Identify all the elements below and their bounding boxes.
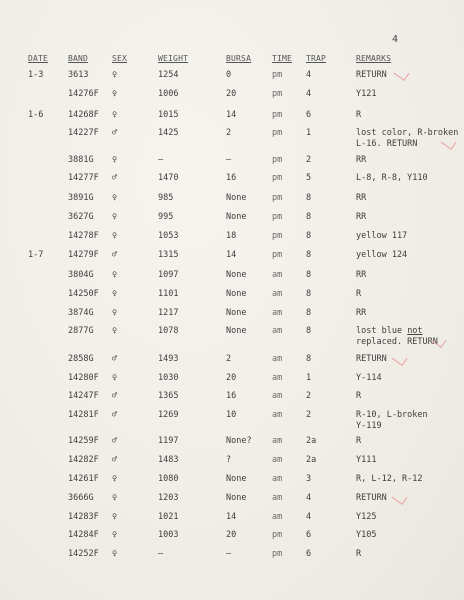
- table-row: [0, 110, 464, 128]
- cell-sex: ♂: [112, 128, 118, 138]
- cell-sex: ♀: [112, 270, 118, 280]
- cell-remarks: R: [356, 436, 362, 446]
- cell-bursa: 16: [226, 391, 237, 401]
- cell-remarks: RR: [356, 193, 367, 203]
- cell-sex: ♀: [112, 326, 118, 336]
- table-row: [0, 212, 464, 230]
- cell-sex: ♀: [112, 308, 118, 318]
- cell-sex: ♀: [112, 474, 118, 484]
- remarks-text-pre: lost blue: [356, 326, 408, 336]
- cell-trap: 3: [306, 474, 312, 484]
- cell-trap: 4: [306, 493, 312, 503]
- cell-remarks: Y125: [356, 512, 377, 522]
- cell-bursa: 10: [226, 410, 237, 420]
- cell-band: 3613: [68, 70, 89, 80]
- table-row: [0, 354, 464, 372]
- cell-weight: 1254: [158, 70, 179, 80]
- cell-band: 14276F: [68, 89, 99, 99]
- cell-bursa: None: [226, 474, 247, 484]
- cell-band: 14259F: [68, 436, 99, 446]
- cell-sex: ♀: [112, 512, 118, 522]
- cell-bursa: None: [226, 270, 247, 280]
- cell-weight: 1483: [158, 455, 179, 465]
- page-number: 4: [391, 34, 398, 45]
- cell-weight: 1197: [158, 436, 179, 446]
- table-row: [0, 289, 464, 307]
- cell-trap: 6: [306, 110, 312, 120]
- cell-time: pm: [272, 250, 283, 260]
- cell-trap: 1: [306, 373, 312, 383]
- cell-time: pm: [272, 212, 283, 222]
- cell-remarks: yellow 124: [356, 250, 408, 260]
- cell-time: am: [272, 308, 283, 318]
- cell-weight: 1080: [158, 474, 179, 484]
- cell-sex: ♀: [112, 155, 118, 165]
- header-bursa: BURSA: [226, 54, 252, 63]
- cell-weight: 1030: [158, 373, 179, 383]
- table-row: [0, 89, 464, 107]
- table-row: [0, 270, 464, 288]
- cell-remarks: lost color, R-broken L-16. RETURN: [356, 128, 459, 149]
- cell-bursa: None: [226, 493, 247, 503]
- cell-trap: 8: [306, 231, 312, 241]
- cell-weight: –: [158, 155, 164, 165]
- cell-time: pm: [272, 70, 283, 80]
- cell-trap: 2: [306, 410, 312, 420]
- cell-bursa: –: [226, 549, 232, 559]
- cell-remarks: RR: [356, 308, 367, 318]
- cell-trap: 5: [306, 173, 312, 183]
- cell-bursa: 14: [226, 250, 237, 260]
- cell-weight: 1078: [158, 326, 179, 336]
- table-row: [0, 173, 464, 191]
- cell-sex: ♀: [112, 549, 118, 559]
- table-row: [0, 549, 464, 567]
- header-remarks: REMARKS: [356, 54, 392, 63]
- cell-trap: 4: [306, 70, 312, 80]
- cell-bursa: 16: [226, 173, 237, 183]
- cell-remarks: Y-114: [356, 373, 382, 383]
- cell-sex: ♀: [112, 530, 118, 540]
- table-row: [0, 155, 464, 173]
- cell-sex: ♀: [112, 289, 118, 299]
- header-band: BAND: [68, 54, 89, 63]
- cell-bursa: None: [226, 326, 247, 336]
- cell-remarks: R: [356, 549, 362, 559]
- cell-time: am: [272, 326, 283, 336]
- cell-time: am: [272, 391, 283, 401]
- cell-trap: 8: [306, 308, 312, 318]
- cell-band: 3804G: [68, 270, 94, 280]
- table-row: [0, 530, 464, 548]
- cell-trap: 8: [306, 354, 312, 364]
- cell-band: 2877G: [68, 326, 94, 336]
- table-row: [0, 410, 464, 431]
- cell-bursa: 2: [226, 354, 232, 364]
- header-weight: WEIGHT: [158, 54, 189, 63]
- cell-sex: ♀: [112, 110, 118, 120]
- cell-weight: 1021: [158, 512, 179, 522]
- cell-trap: 2a: [306, 436, 317, 446]
- cell-remarks: [356, 326, 464, 348]
- cell-remarks: R, L-12, R-12: [356, 474, 423, 484]
- cell-trap: 6: [306, 549, 312, 559]
- cell-trap: 8: [306, 270, 312, 280]
- cell-remarks: RETURN: [356, 70, 387, 80]
- table-row: [0, 512, 464, 530]
- cell-weight: 1006: [158, 89, 179, 99]
- cell-band: 3874G: [68, 308, 94, 318]
- cell-remarks: R: [356, 289, 362, 299]
- table-row: [0, 231, 464, 249]
- cell-band: 14282F: [68, 455, 99, 465]
- remarks-underlined-word: not: [407, 326, 423, 336]
- cell-weight: 1470: [158, 173, 179, 183]
- cell-remarks: yellow 117: [356, 231, 408, 241]
- cell-weight: 1101: [158, 289, 179, 299]
- cell-date: 1-7: [28, 250, 44, 260]
- cell-sex: ♀: [112, 212, 118, 222]
- table-row: [0, 308, 464, 326]
- cell-weight: 1203: [158, 493, 179, 503]
- cell-weight: 1003: [158, 530, 179, 540]
- cell-sex: ♀: [112, 70, 118, 80]
- cell-time: am: [272, 289, 283, 299]
- header-time: TIME: [272, 54, 293, 63]
- table-row: [0, 128, 464, 149]
- table-row: [0, 326, 464, 347]
- table-row: [0, 474, 464, 492]
- cell-band: 14268F: [68, 110, 99, 120]
- cell-bursa: ?: [226, 455, 232, 465]
- cell-remarks: Y111: [356, 455, 377, 465]
- cell-bursa: 14: [226, 512, 237, 522]
- cell-remarks: RR: [356, 270, 367, 280]
- cell-time: am: [272, 493, 283, 503]
- table-row: [0, 193, 464, 211]
- cell-trap: 4: [306, 89, 312, 99]
- cell-band: 14283F: [68, 512, 99, 522]
- cell-bursa: 20: [226, 373, 237, 383]
- table-row: [0, 391, 464, 409]
- cell-date: 1-6: [28, 110, 44, 120]
- header-trap: TRAP: [306, 54, 327, 63]
- cell-time: pm: [272, 128, 283, 138]
- cell-time: pm: [272, 193, 283, 203]
- header-date: DATE: [28, 54, 49, 63]
- cell-weight: 1365: [158, 391, 179, 401]
- cell-time: pm: [272, 530, 283, 540]
- cell-remarks: R: [356, 110, 362, 120]
- cell-time: pm: [272, 549, 283, 559]
- cell-time: am: [272, 270, 283, 280]
- cell-remarks: L-8, R-8, Y110: [356, 173, 428, 183]
- table-row: [0, 436, 464, 454]
- cell-remarks: RR: [356, 212, 367, 222]
- cell-band: 14284F: [68, 530, 99, 540]
- cell-bursa: None: [226, 289, 247, 299]
- table-row: [0, 455, 464, 473]
- cell-time: am: [272, 455, 283, 465]
- cell-band: 14279F: [68, 250, 99, 260]
- cell-sex: ♀: [112, 89, 118, 99]
- cell-trap: 2: [306, 155, 312, 165]
- cell-sex: ♂: [112, 391, 118, 401]
- cell-band: 14250F: [68, 289, 99, 299]
- cell-time: am: [272, 436, 283, 446]
- cell-bursa: None: [226, 308, 247, 318]
- cell-sex: ♂: [112, 455, 118, 465]
- cell-remarks: Y105: [356, 530, 377, 540]
- cell-time: pm: [272, 173, 283, 183]
- cell-remarks: RETURN: [356, 493, 387, 503]
- cell-band: 14280F: [68, 373, 99, 383]
- cell-remarks: Y121: [356, 89, 377, 99]
- cell-band: 14227F: [68, 128, 99, 138]
- cell-band: 3891G: [68, 193, 94, 203]
- cell-bursa: –: [226, 155, 232, 165]
- cell-time: pm: [272, 89, 283, 99]
- cell-band: 14252F: [68, 549, 99, 559]
- cell-bursa: None: [226, 193, 247, 203]
- cell-weight: 995: [158, 212, 174, 222]
- table-row: [0, 493, 464, 511]
- cell-bursa: 20: [226, 530, 237, 540]
- cell-band: 14277F: [68, 173, 99, 183]
- cell-band: 3627G: [68, 212, 94, 222]
- cell-band: 3881G: [68, 155, 94, 165]
- cell-weight: 1425: [158, 128, 179, 138]
- cell-time: am: [272, 354, 283, 364]
- cell-remarks: RETURN: [356, 354, 387, 364]
- cell-weight: 985: [158, 193, 174, 203]
- cell-time: am: [272, 512, 283, 522]
- cell-bursa: None: [226, 212, 247, 222]
- cell-trap: 8: [306, 193, 312, 203]
- table-header: [0, 54, 464, 68]
- cell-band: 14261F: [68, 474, 99, 484]
- cell-remarks: R: [356, 391, 362, 401]
- cell-weight: 1315: [158, 250, 179, 260]
- cell-trap: 8: [306, 250, 312, 260]
- cell-trap: 6: [306, 530, 312, 540]
- cell-sex: ♂: [112, 436, 118, 446]
- cell-bursa: 2: [226, 128, 232, 138]
- cell-band: 2858G: [68, 354, 94, 364]
- cell-sex: ♂: [112, 250, 118, 260]
- cell-sex: ♀: [112, 193, 118, 203]
- cell-trap: 2: [306, 391, 312, 401]
- cell-trap: 8: [306, 289, 312, 299]
- cell-bursa: 14: [226, 110, 237, 120]
- table-row: [0, 70, 464, 88]
- cell-band: 3666G: [68, 493, 94, 503]
- cell-trap: 4: [306, 512, 312, 522]
- cell-weight: –: [158, 549, 164, 559]
- cell-trap: 8: [306, 212, 312, 222]
- cell-time: am: [272, 474, 283, 484]
- cell-sex: ♂: [112, 173, 118, 183]
- cell-bursa: 0: [226, 70, 232, 80]
- cell-weight: 1493: [158, 354, 179, 364]
- cell-weight: 1053: [158, 231, 179, 241]
- cell-bursa: 20: [226, 89, 237, 99]
- cell-trap: 2a: [306, 455, 317, 465]
- cell-weight: 1269: [158, 410, 179, 420]
- cell-remarks: R-10, L-broken Y-119: [356, 410, 428, 431]
- cell-time: pm: [272, 110, 283, 120]
- cell-band: 14278F: [68, 231, 99, 241]
- cell-time: am: [272, 410, 283, 420]
- cell-time: pm: [272, 231, 283, 241]
- cell-remarks: RR: [356, 155, 367, 165]
- table-row: [0, 373, 464, 391]
- cell-sex: ♂: [112, 410, 118, 420]
- cell-time: am: [272, 373, 283, 383]
- cell-trap: 8: [306, 326, 312, 336]
- cell-weight: 1097: [158, 270, 179, 280]
- cell-band: 14281F: [68, 410, 99, 420]
- cell-date: 1-3: [28, 70, 44, 80]
- cell-trap: 1: [306, 128, 312, 138]
- cell-bursa: 18: [226, 231, 237, 241]
- cell-weight: 1217: [158, 308, 179, 318]
- cell-sex: ♀: [112, 231, 118, 241]
- cell-sex: ♀: [112, 493, 118, 503]
- header-sex: SEX: [112, 54, 128, 63]
- cell-weight: 1015: [158, 110, 179, 120]
- cell-sex: ♂: [112, 354, 118, 364]
- cell-sex: ♀: [112, 373, 118, 383]
- remarks-text-post: replaced. RETURN: [356, 337, 438, 347]
- cell-bursa: None?: [226, 436, 252, 446]
- cell-time: pm: [272, 155, 283, 165]
- cell-band: 14247F: [68, 391, 99, 401]
- table-row: [0, 250, 464, 268]
